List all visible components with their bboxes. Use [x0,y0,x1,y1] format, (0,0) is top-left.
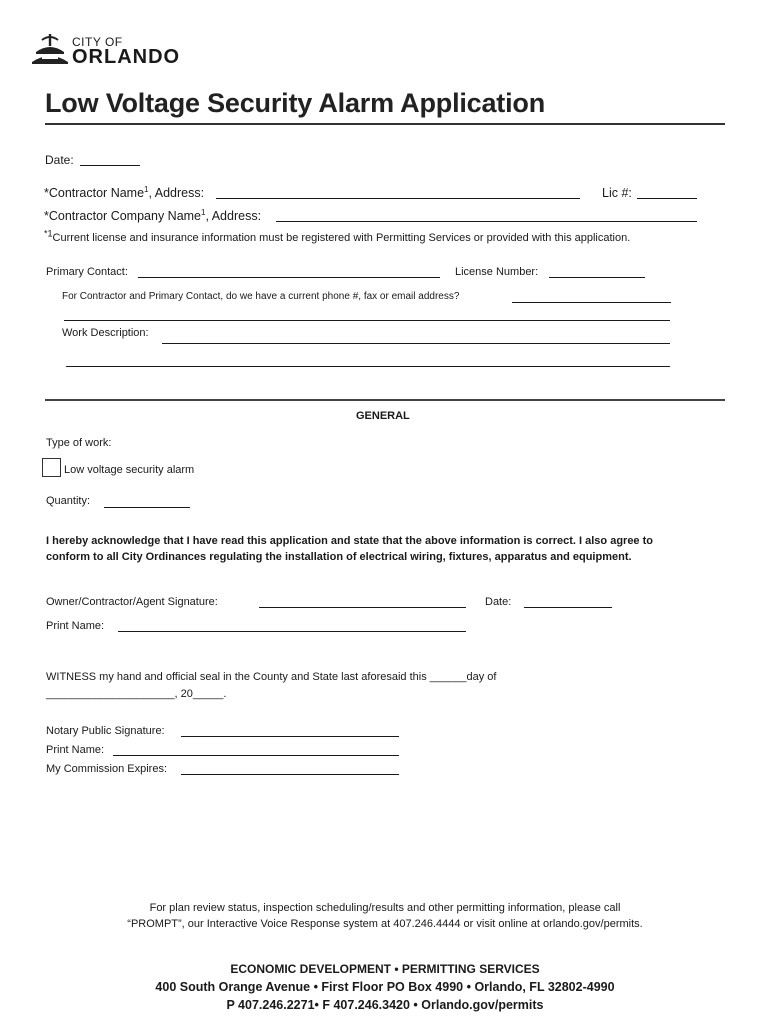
logo-city-of: CITY OF [72,35,123,49]
contractor-company-label-tail: , Address: [205,209,262,223]
witness-line-1: WITNESS my hand and official seal in the County and State last aforesaid this ______day of [46,671,497,683]
contact-answer-field-2[interactable] [64,320,670,321]
general-rule [45,399,725,401]
prompt-line-1: For plan review status, inspection scheduling/results and other permitting information, please call [149,902,621,914]
contractor-company-field[interactable] [276,221,697,222]
primary-contact-label: Primary Contact: [46,266,128,278]
low-voltage-checkbox-label: Low voltage security alarm [64,464,195,476]
prompt-line-2: “PROMPT”, our Interactive Voice Response system at 407.246.4444 or visit online at orlando.gov/permits. [127,918,643,930]
footer-department: ECONOMIC DEVELOPMENT • PERMITTING SERVICES [230,962,540,976]
fountain-logo-icon [30,32,70,66]
contractor-company-label-text: *Contractor Company Name [44,209,202,223]
contractor-name-label [44,186,204,200]
date-label: Date: [45,153,74,167]
work-description-field[interactable] [162,343,670,344]
city-logo [30,32,181,68]
notary-print-name-field[interactable] [113,755,399,756]
work-description-label: Work Description: [62,327,149,339]
footer-contact: P 407.246.2271• F 407.246.3420 • Orlando.gov/permits [226,998,544,1012]
lic-label: Lic #: [602,186,632,200]
contractor-name-label-text: *Contractor Name [44,186,145,200]
title-rule [45,123,725,125]
type-of-work-label: Type of work: [46,437,112,449]
license-footnote [44,228,631,244]
low-voltage-checkbox[interactable] [42,458,61,477]
signature-field[interactable] [259,607,466,608]
commission-field[interactable] [181,774,399,775]
primary-contact-field[interactable] [138,277,440,278]
lic-field[interactable] [637,198,697,199]
quantity-label: Quantity: [46,495,91,507]
footer-address: 400 South Orange Avenue • First Floor PO Box 4990 • Orlando, FL 32802-4990 [155,980,615,994]
license-number-field[interactable] [549,277,645,278]
witness-line-2: _____________________, 20_____. [46,688,227,700]
print-name-field[interactable] [118,631,466,632]
quantity-field[interactable] [104,507,190,508]
contractor-company-sup: 1 [201,207,206,217]
footnote-text: Current license and insurance information must be registered with Permitting Services or provided with this application. [52,232,631,244]
signature-date-field[interactable] [524,607,612,608]
acknowledgement-line-1: I hereby acknowledge that I have read this application and state that the above information is correct. I also agree to [46,535,653,547]
signature-date-label: Date: [485,596,512,608]
print-name-label: Print Name: [46,620,105,632]
contractor-name-field[interactable] [216,198,580,199]
general-heading: GENERAL [356,410,410,422]
signature-label: Owner/Contractor/Agent Signature: [46,596,218,608]
contact-question: For Contractor and Primary Contact, do we have a current phone #, fax or email address? [62,291,460,302]
date-field[interactable] [80,165,140,166]
logo-orlando: ORLANDO [72,46,181,68]
license-number-label: License Number: [455,266,539,278]
contact-answer-field[interactable] [512,302,671,303]
work-description-field-2[interactable] [66,366,670,367]
footnote-mark: *1 [44,228,53,239]
contractor-company-label [44,209,261,223]
notary-print-name-label: Print Name: [46,744,105,756]
commission-label: My Commission Expires: [46,763,168,775]
notary-signature-label: Notary Public Signature: [46,725,165,737]
contractor-name-sup: 1 [144,184,149,194]
acknowledgement-line-2: conform to all City Ordinances regulating the installation of electrical wiring, fixtures, apparatus and equipment. [46,551,632,563]
contractor-name-label-tail: , Address: [148,186,205,200]
page-title: Low Voltage Security Alarm Application [45,88,545,118]
notary-signature-field[interactable] [181,736,399,737]
